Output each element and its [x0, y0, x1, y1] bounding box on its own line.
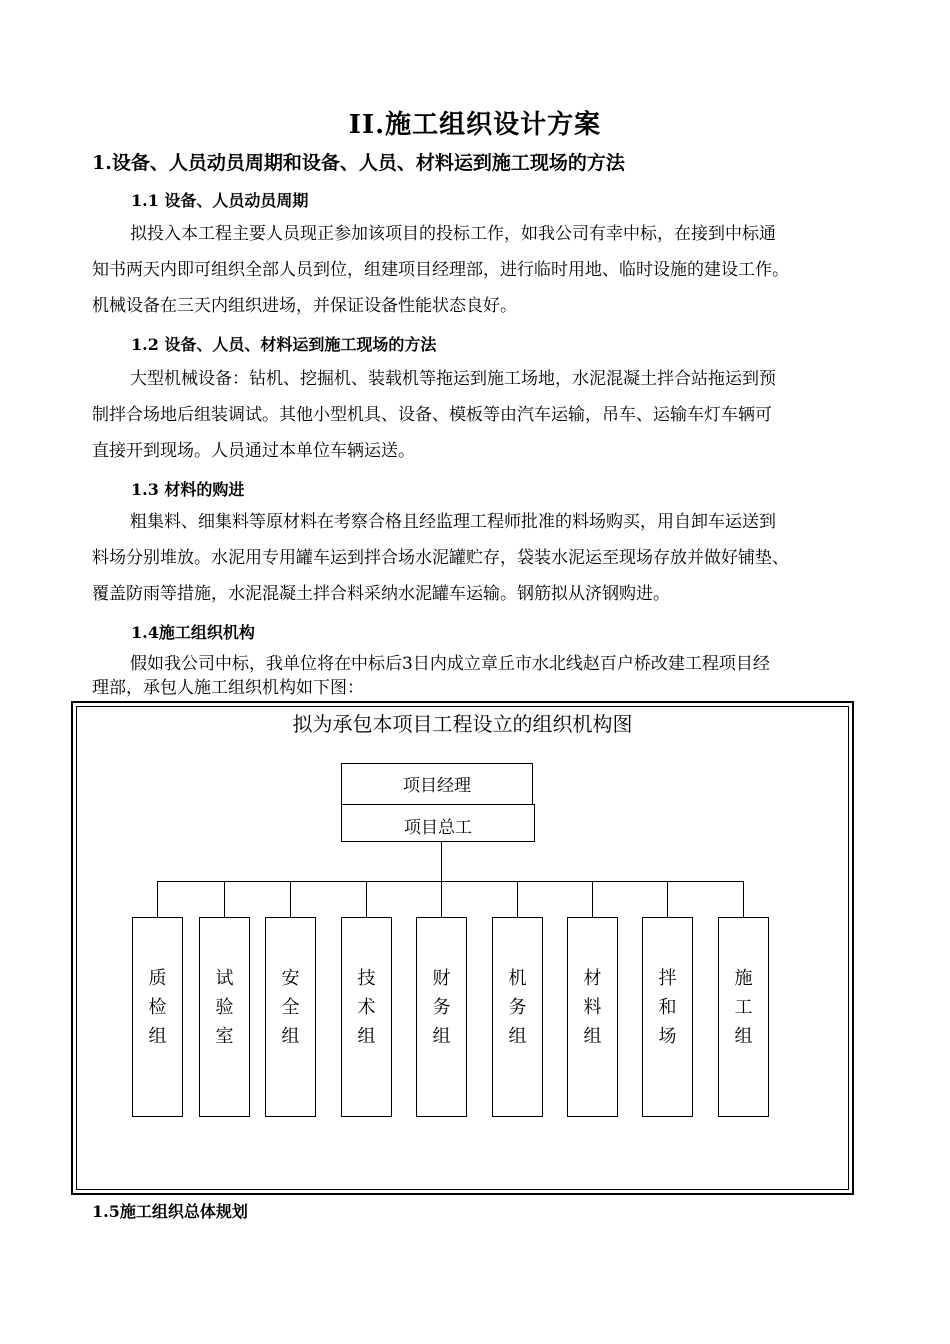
department-label-char: 材	[583, 968, 602, 989]
section-1-5-heading: 1.5施工组织总体规划	[92, 1202, 248, 1221]
department-label-char: 组	[281, 1026, 300, 1047]
department-label-char: 组	[148, 1026, 167, 1047]
department-label-char: 术	[357, 997, 376, 1018]
section-1-4-heading: 1.4施工组织机构	[131, 623, 255, 642]
department-label	[200, 964, 249, 1051]
section-1-3-paragraph	[92, 504, 872, 612]
department-label-char: 场	[658, 1026, 677, 1047]
department-label	[417, 964, 466, 1051]
connector-line	[743, 881, 744, 917]
department-label-char: 组	[432, 1026, 451, 1047]
connector-line	[157, 881, 743, 882]
section-1-heading: 1.设备、人员动员周期和设备、人员、材料运到施工现场的方法	[92, 152, 625, 174]
department-label-char: 技	[357, 968, 376, 989]
department-label-char: 试	[215, 968, 234, 989]
department-box	[341, 917, 392, 1117]
connector-line	[290, 881, 291, 917]
page-title: II.施工组织设计方案	[348, 110, 602, 140]
section-1-3-heading: 1.3 材料的购进	[131, 480, 245, 499]
department-label	[133, 964, 182, 1051]
department-label-char: 室	[215, 1026, 234, 1047]
department-label-char: 和	[658, 997, 677, 1018]
department-label-char: 质	[148, 968, 167, 989]
paragraph-line: 假如我公司中标，我单位将在中标后3日内成立章丘市水北线赵百户桥改建工程项目经	[130, 654, 770, 674]
paragraph-line: 制拌合场地后组装调试。其他小型机具、设备、模板等由汽车运输，吊车、运输车灯车辆可	[92, 405, 772, 425]
section-1-2-heading: 1.2 设备、人员、材料运到施工现场的方法	[131, 335, 437, 354]
department-label-char: 施	[734, 968, 753, 989]
paragraph-line: 大型机械设备：钻机、挖掘机、装载机等拖运到施工场地，水泥混凝土拌合站拖运到预	[130, 369, 776, 389]
section-1-1-heading: 1.1 设备、人员动员周期	[131, 191, 309, 210]
section-1-1-paragraph	[92, 216, 872, 324]
department-label	[493, 964, 542, 1051]
paragraph-line: 理部，承包人施工组织机构如下图：	[92, 678, 364, 698]
department-box	[199, 917, 250, 1117]
connector-line	[441, 881, 442, 917]
department-box	[718, 917, 769, 1117]
department-label-char: 验	[215, 997, 234, 1018]
project-manager-label: 项目经理	[403, 776, 471, 796]
chief-engineer-label: 项目总工	[404, 818, 472, 838]
connector-line	[667, 881, 668, 917]
department-label-char: 料	[583, 997, 602, 1018]
connector-line	[592, 881, 593, 917]
project-manager-box	[341, 763, 533, 805]
paragraph-line: 知书两天内即可组织全部人员到位，组建项目经理部，进行临时用地、临时设施的建设工作。	[92, 260, 789, 280]
department-label-char: 务	[508, 997, 527, 1018]
connector-line	[157, 881, 158, 917]
paragraph-line: 粗集料、细集料等原材料在考察合格且经监理工程师批准的料场购买，用自卸车运送到	[130, 512, 776, 532]
chief-engineer-box	[341, 804, 535, 842]
connector-line	[441, 842, 442, 881]
department-label	[342, 964, 391, 1051]
connector-line	[517, 881, 518, 917]
department-label	[719, 964, 768, 1051]
department-label-char: 组	[583, 1026, 602, 1047]
department-label-char: 组	[357, 1026, 376, 1047]
paragraph-line: 料场分别堆放。水泥用专用罐车运到拌合场水泥罐贮存，袋装水泥运至现场存放并做好铺垫、	[92, 548, 789, 568]
department-label-char: 机	[508, 968, 527, 989]
department-box	[492, 917, 543, 1117]
department-label-char: 检	[148, 997, 167, 1018]
department-box	[567, 917, 618, 1117]
department-box	[265, 917, 316, 1117]
department-label-char: 安	[281, 968, 300, 989]
paragraph-line: 拟投入本工程主要人员现正参加该项目的投标工作，如我公司有幸中标，在接到中标通	[130, 224, 776, 244]
paragraph-line: 覆盖防雨等措施，水泥混凝土拌合料采纳水泥罐车运输。钢筋拟从济钢购进。	[92, 584, 670, 604]
department-box	[642, 917, 693, 1117]
department-label	[568, 964, 617, 1051]
department-label-char: 拌	[658, 968, 677, 989]
department-box	[132, 917, 183, 1117]
section-1-4-paragraph	[92, 652, 872, 700]
department-label-char: 工	[734, 997, 753, 1018]
paragraph-line: 直接开到现场。人员通过本单位车辆运送。	[92, 441, 415, 461]
department-label-char: 全	[281, 997, 300, 1018]
connector-line	[224, 881, 225, 917]
connector-line	[366, 881, 367, 917]
paragraph-line: 机械设备在三天内组织进场，并保证设备性能状态良好。	[92, 296, 517, 316]
department-label	[643, 964, 692, 1051]
department-label-char: 组	[734, 1026, 753, 1047]
department-label-char: 组	[508, 1026, 527, 1047]
department-label-char: 务	[432, 997, 451, 1018]
department-label-char: 财	[432, 968, 451, 989]
org-chart-title: 拟为承包本项目工程设立的组织机构图	[292, 712, 633, 736]
department-label	[266, 964, 315, 1051]
section-1-2-paragraph	[92, 361, 872, 469]
department-box	[416, 917, 467, 1117]
